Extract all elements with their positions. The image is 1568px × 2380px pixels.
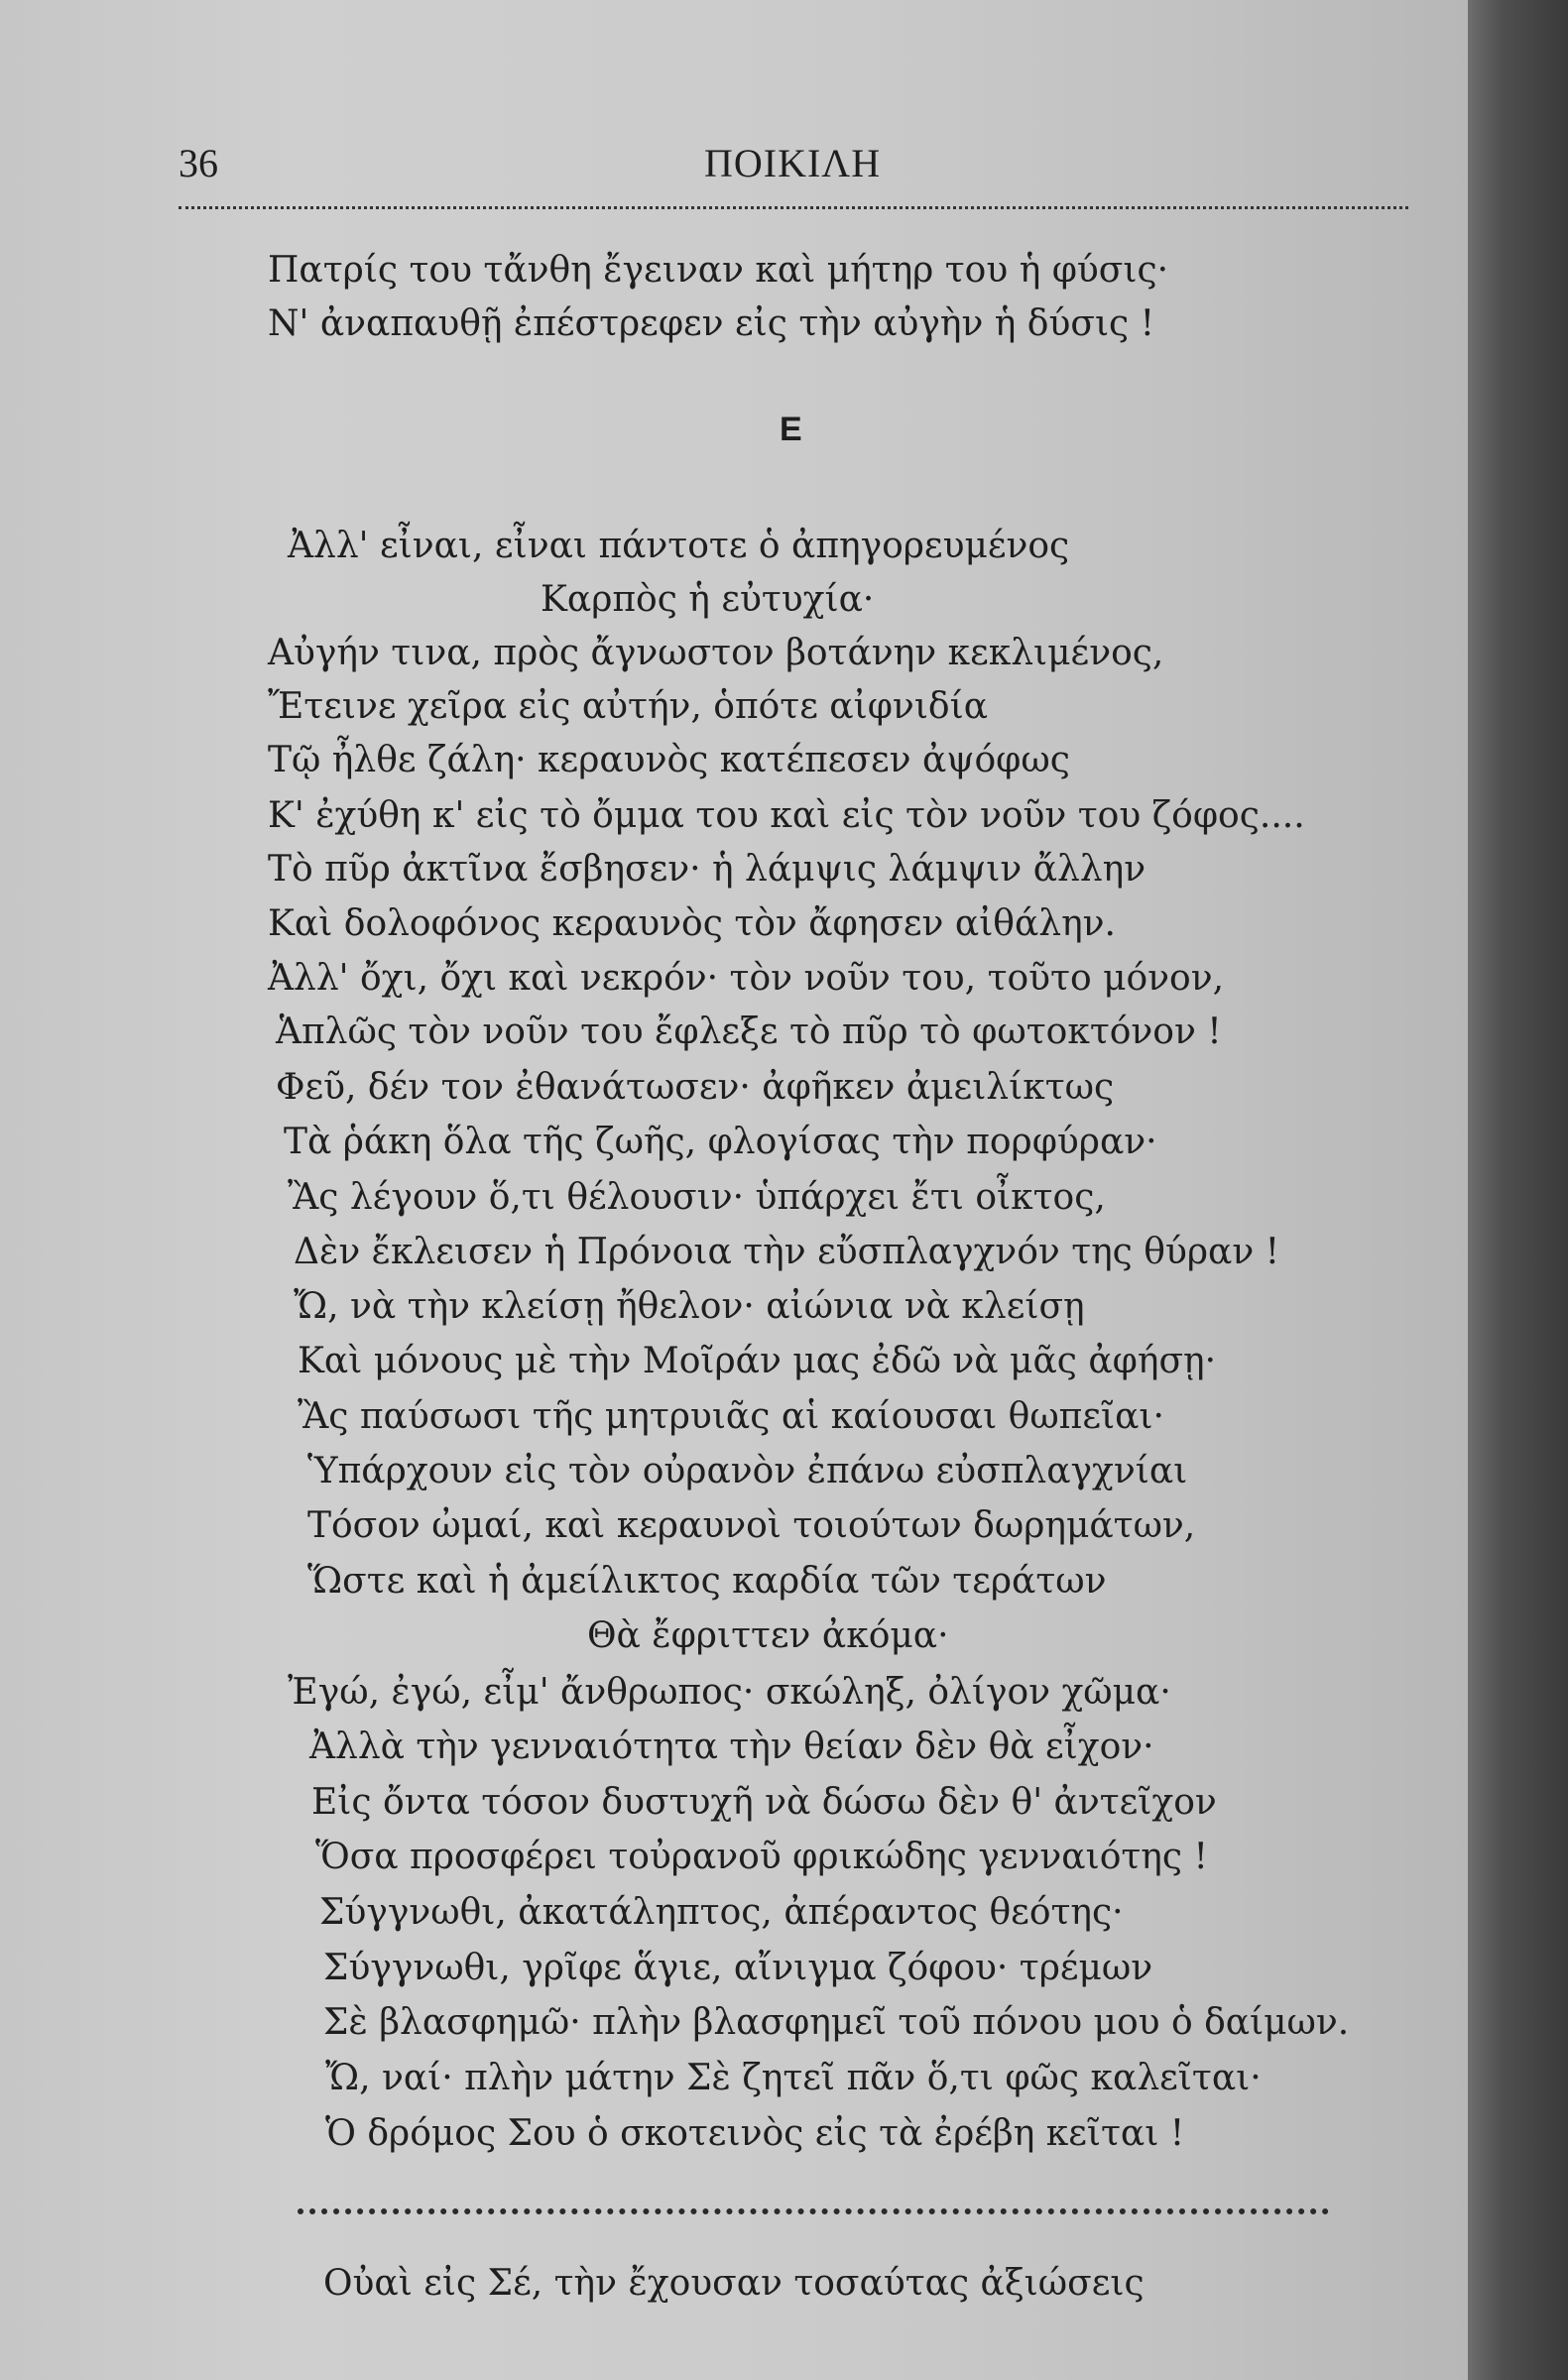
verse-line: Καὶ μόνους μὲ τὴν Μοῖράν μας ἐδῶ νὰ μᾶς ἀφήσῃ· (298, 1341, 1217, 1381)
verse-line-indented: Καρπὸς ἡ εὐτυχία· (541, 579, 875, 620)
verse-line: Φεῦ, δέν τον ἐθανάτωσεν· ἀφῆκεν ἀμειλίκτως (276, 1067, 1115, 1108)
page-number: 36 (179, 141, 218, 185)
verse-line: Ἐγώ, ἐγώ, εἶμ' ἄνθρωπος· σκώληξ, ὀλίγον χῶμα· (288, 1672, 1171, 1713)
verse-line: Ν' ἀναπαυθῇ ἐπέστρεφεν εἰς τὴν αὐγὴν ἡ δύσις ! (268, 303, 1155, 344)
verse-line: Οὐαὶ εἰς Σέ, τὴν ἔχουσαν τοσαύτας ἀξιώσεις (323, 2263, 1145, 2304)
verse-line-indented: Θὰ ἔφριττεν ἀκόμα· (587, 1615, 949, 1656)
verse-line: Σύγγνωθι, γρῖφε ἅγιε, αἴνιγμα ζόφου· τρέμων (323, 1948, 1153, 1988)
verse-line: Ὅσα προσφέρει τοὐρανοῦ φρικώδης γενναιότης ! (315, 1837, 1208, 1877)
page-header (179, 139, 1408, 198)
verse-line: Ἂς λέγουν ὅ,τι θέλουσιν· ὑπάρχει ἔτι οἶκτος, (288, 1177, 1106, 1218)
verse-line: Τὸ πῦρ ἀκτῖνα ἔσβησεν· ἡ λάμψις λάμψιν ἄλλην (268, 849, 1146, 890)
verse-line: Ἁπλῶς τὸν νοῦν του ἔφλεξε τὸ πῦρ τὸ φωτοκτόνον ! (276, 1012, 1222, 1052)
verse-line: Τόσον ὠμαί, καὶ κεραυνοὶ τοιούτων δωρημάτων, (307, 1505, 1196, 1546)
verse-line: Ὥστε καὶ ἡ ἀμείλικτος καρδία τῶν τεράτων (307, 1561, 1107, 1602)
verse-line: Κ' ἐχύθη κ' εἰς τὸ ὄμμα του καὶ εἰς τὸν νοῦν του ζόφος.... (268, 795, 1305, 836)
verse-line: Ἔτεινε χεῖρα εἰς αὐτήν, ὁπότε αἰφνιδία (268, 686, 989, 727)
verse-line: Εἰς ὄντα τόσον δυστυχῆ νὰ δώσω δὲν θ' ἀντεῖχον (311, 1782, 1217, 1823)
header-rule (179, 202, 1408, 209)
verse-line: Ἀλλ' ὄχι, ὄχι καὶ νεκρόν· τὸν νοῦν του, τοῦτο μόνον, (268, 958, 1225, 999)
verse-line: Ὤ, νὰ τὴν κλείσῃ ἤθελον· αἰώνια νὰ κλείσῃ (294, 1286, 1085, 1327)
verse-line: Σύγγνωθι, ἀκατάληπτος, ἀπέραντος θεότης· (319, 1892, 1124, 1933)
verse-line: Αὐγήν τινα, πρὸς ἄγνωστον βοτάνην κεκλιμένος, (268, 633, 1164, 673)
verse-line: Σὲ βλασφημῶ· πλὴν βλασφημεῖ τοῦ πόνου μου ὁ δαίμων. (323, 2002, 1350, 2043)
verse-line: Ὑπάρχουν εἰς τὸν οὐρανὸν ἐπάνω εὐσπλαγχνίαι (307, 1451, 1188, 1491)
verse-line: Ὁ δρόμος Σου ὁ σκοτεινὸς εἰς τὰ ἐρέβη κεῖται ! (325, 2113, 1185, 2154)
verse-line: Καὶ δολοφόνος κεραυνὸς τὸν ἄφησεν αἰθάλην. (268, 903, 1116, 944)
verse-line: Ἂς παύσωσι τῆς μητρυιᾶς αἱ καίουσαι θωπεῖαι· (298, 1396, 1164, 1437)
section-heading: Ε (780, 411, 802, 448)
verse-line: Ὤ, ναί· πλὴν μάτην Σὲ ζητεῖ πᾶν ὅ,τι φῶς καλεῖται· (325, 2058, 1262, 2098)
verse-line: Δὲν ἔκλεισεν ἡ Πρόνοια τὴν εὔσπλαγχνόν της θύραν ! (294, 1232, 1280, 1272)
book-gutter-shadow (1468, 0, 1568, 2380)
verse-line: Τῷ ἦλθε ζάλη· κεραυνὸς κατέπεσεν ἀψόφως (268, 740, 1070, 780)
verse-line: Ἀλλ' εἶναι, εἶναι πάντοτε ὁ ἀπηγορευμένος (288, 526, 1070, 566)
verse-line: Ἀλλὰ τὴν γενναιότητα τὴν θείαν δὲν θὰ εἶχον· (309, 1726, 1154, 1767)
ellipsis-dot-row (298, 2206, 1329, 2214)
verse-line: Πατρίς του τἄνθη ἔγειναν καὶ μήτηρ του ἡ φύσις· (268, 250, 1169, 291)
running-title: ΠΟΙΚΙΛΗ (704, 141, 882, 185)
verse-line: Τὰ ῥάκη ὅλα τῆς ζωῆς, φλογίσας τὴν πορφύραν· (284, 1122, 1157, 1162)
